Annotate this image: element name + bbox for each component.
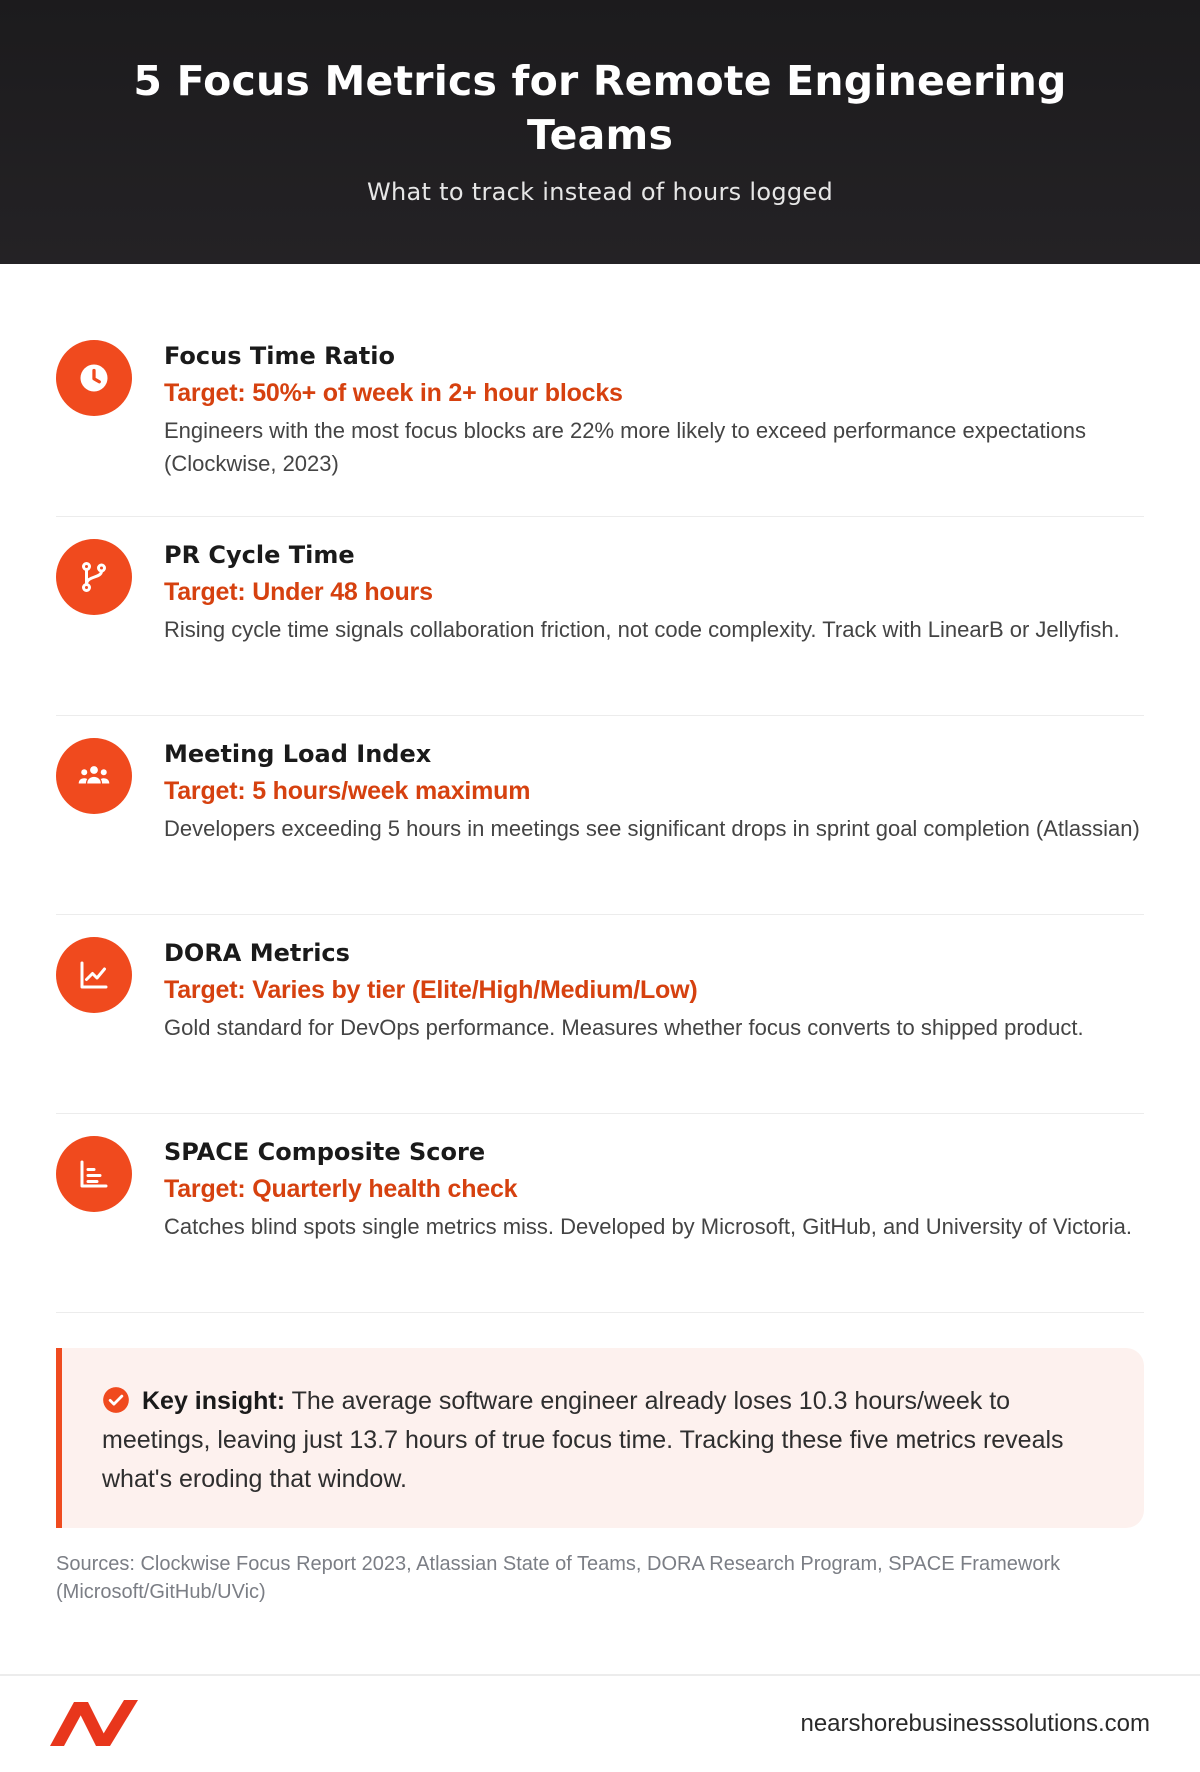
key-insight-callout: [56, 1348, 1144, 1528]
metric-name: Focus Time Ratio: [164, 342, 395, 370]
metric-name: Meeting Load Index: [164, 740, 432, 768]
page-subtitle: What to track instead of hours logged: [366, 178, 834, 206]
metric-description: Engineers with the most focus blocks are 22% more likely to exceed performance expectations (Clockwise, 2023): [164, 418, 1087, 476]
key-insight-text: [102, 1382, 1096, 1499]
metric-name: DORA Metrics: [164, 939, 350, 967]
line-chart-icon: [56, 937, 132, 1013]
key-insight-label: Key insight:: [142, 1387, 286, 1415]
group-icon: [56, 738, 132, 814]
footer-divider: [0, 1674, 1200, 1676]
metric-target: Target: Quarterly health check: [164, 1175, 518, 1203]
clock-icon: [56, 340, 132, 416]
brand-logo-icon: [48, 1696, 144, 1750]
metric-item-focus-time-ratio: [56, 318, 1144, 517]
metric-item-pr-cycle-time: [56, 517, 1144, 716]
check-circle-icon: [102, 1386, 130, 1414]
metric-target: Target: Varies by tier (Elite/High/Medium/Low): [164, 976, 698, 1004]
git-branch-icon: [56, 539, 132, 615]
metric-target: Target: 50%+ of week in 2+ hour blocks: [164, 379, 623, 407]
metrics-list: [56, 318, 1144, 1313]
footer-domain: nearshorebusinesssolutions.com: [800, 1710, 1150, 1737]
header-banner: [0, 0, 1200, 264]
metric-description: Gold standard for DevOps performance. Measures whether focus converts to shipped product.: [164, 1015, 1084, 1040]
metric-target: Target: Under 48 hours: [164, 578, 433, 606]
metric-item-space-composite-score: [56, 1114, 1144, 1313]
metric-description: Rising cycle time signals collaboration friction, not code complexity. Track with LinearB or Jellyfish.: [164, 617, 1120, 642]
sources-text: Sources: Clockwise Focus Report 2023, Atlassian State of Teams, DORA Research Program, SPACE Framework (Microsoft/GitHub/UVic): [56, 1553, 1061, 1603]
metric-name: PR Cycle Time: [164, 541, 355, 569]
metric-item-dora-metrics: [56, 915, 1144, 1114]
metric-item-meeting-load-index: [56, 716, 1144, 915]
metric-name: SPACE Composite Score: [164, 1138, 486, 1166]
metric-description: Developers exceeding 5 hours in meetings see significant drops in sprint goal completion (Atlassian): [164, 816, 1140, 841]
page-title: 5 Focus Metrics for Remote Engineering Teams: [133, 57, 1067, 159]
bar-chart-icon: [56, 1136, 132, 1212]
metric-description: Catches blind spots single metrics miss. Developed by Microsoft, GitHub, and University of Victoria.: [164, 1214, 1132, 1239]
metric-target: Target: 5 hours/week maximum: [164, 777, 531, 805]
key-insight-body: The average software engineer already loses 10.3 hours/week to meetings, leaving just 13.7 hours of true focus time. Tracking these five metrics reveals what's eroding that window.: [102, 1387, 1064, 1493]
